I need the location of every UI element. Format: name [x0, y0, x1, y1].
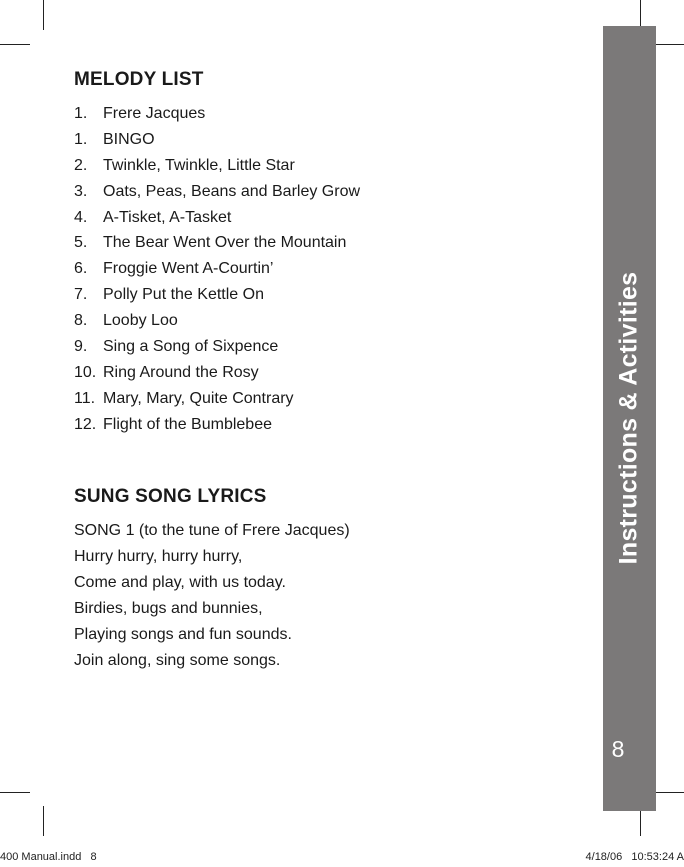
list-item-number: 3. [74, 182, 88, 200]
lyrics-line: Hurry hurry, hurry hurry, [74, 548, 243, 566]
side-tab-label: Instructions & Activities [614, 271, 643, 565]
list-item-label: Mary, Mary, Quite Contrary [103, 389, 294, 407]
list-item-number: 5. [74, 234, 88, 252]
list-item-label: A-Tisket, A-Tasket [103, 208, 232, 226]
list-item [74, 336, 360, 362]
list-item-label: BINGO [103, 130, 155, 148]
list-item-label: Looby Loo [103, 312, 178, 330]
list-item-number: 2. [74, 156, 88, 174]
list-item-number: 8. [74, 312, 88, 330]
lyrics-line: SONG 1 (to the tune of Frere Jacques) [74, 522, 350, 539]
melody-list-title: MELODY LIST [74, 69, 204, 90]
list-item-number: 9. [74, 338, 88, 356]
list-item [74, 284, 360, 310]
melody-list [74, 103, 360, 440]
crop-mark-top-left [43, 0, 44, 30]
list-item-label: Polly Put the Kettle On [103, 286, 264, 304]
list-item-label: Oats, Peas, Beans and Barley Grow [103, 182, 361, 200]
slug-file: 400 Manual.indd 8 [0, 851, 97, 863]
list-item-number: 11. [74, 389, 96, 407]
list-item-number: 1. [74, 105, 88, 122]
list-item [74, 181, 360, 207]
crop-mark-bottom-right [656, 792, 684, 793]
list-item-label: The Bear Went Over the Mountain [103, 234, 347, 252]
slug-timestamp: 4/18/06 10:53:24 A [585, 851, 684, 863]
list-item-label: Froggie Went A-Courtin’ [103, 260, 274, 278]
lyrics-line: Join along, sing some songs. [74, 652, 281, 670]
list-item [74, 414, 360, 440]
list-item [74, 232, 360, 258]
list-item [74, 258, 360, 284]
list-item [74, 362, 360, 388]
list-item [74, 310, 360, 336]
lyrics-line: Birdies, bugs and bunnies, [74, 600, 263, 618]
list-item-number: 12. [74, 415, 97, 433]
list-item-label: Ring Around the Rosy [103, 363, 259, 381]
list-item-label: Sing a Song of Sixpence [103, 338, 279, 356]
list-item [74, 103, 360, 129]
list-item-number: 10. [74, 363, 97, 381]
page-number: 8 [611, 736, 625, 762]
lyrics-title: SUNG SONG LYRICS [74, 486, 267, 507]
list-item [74, 388, 360, 414]
crop-mark-bottom-left [0, 792, 30, 793]
list-item [74, 155, 360, 181]
list-item-number: 7. [74, 286, 88, 304]
crop-mark-top-right [656, 44, 684, 45]
list-item [74, 207, 360, 233]
lyrics-line: Playing songs and fun sounds. [74, 626, 292, 644]
list-item-label: Twinkle, Twinkle, Little Star [103, 156, 295, 174]
list-item [74, 129, 360, 155]
list-item-label: Flight of the Bumblebee [103, 415, 272, 433]
lyrics-line: Come and play, with us today. [74, 574, 286, 592]
list-item-label: Frere Jacques [103, 105, 206, 122]
crop-mark-top-left [0, 44, 30, 45]
list-item-number: 6. [74, 260, 88, 278]
list-item-number: 1. [74, 130, 88, 148]
lyrics-block [74, 520, 350, 677]
crop-mark-bottom-left [43, 806, 44, 836]
list-item-number: 4. [74, 208, 88, 226]
